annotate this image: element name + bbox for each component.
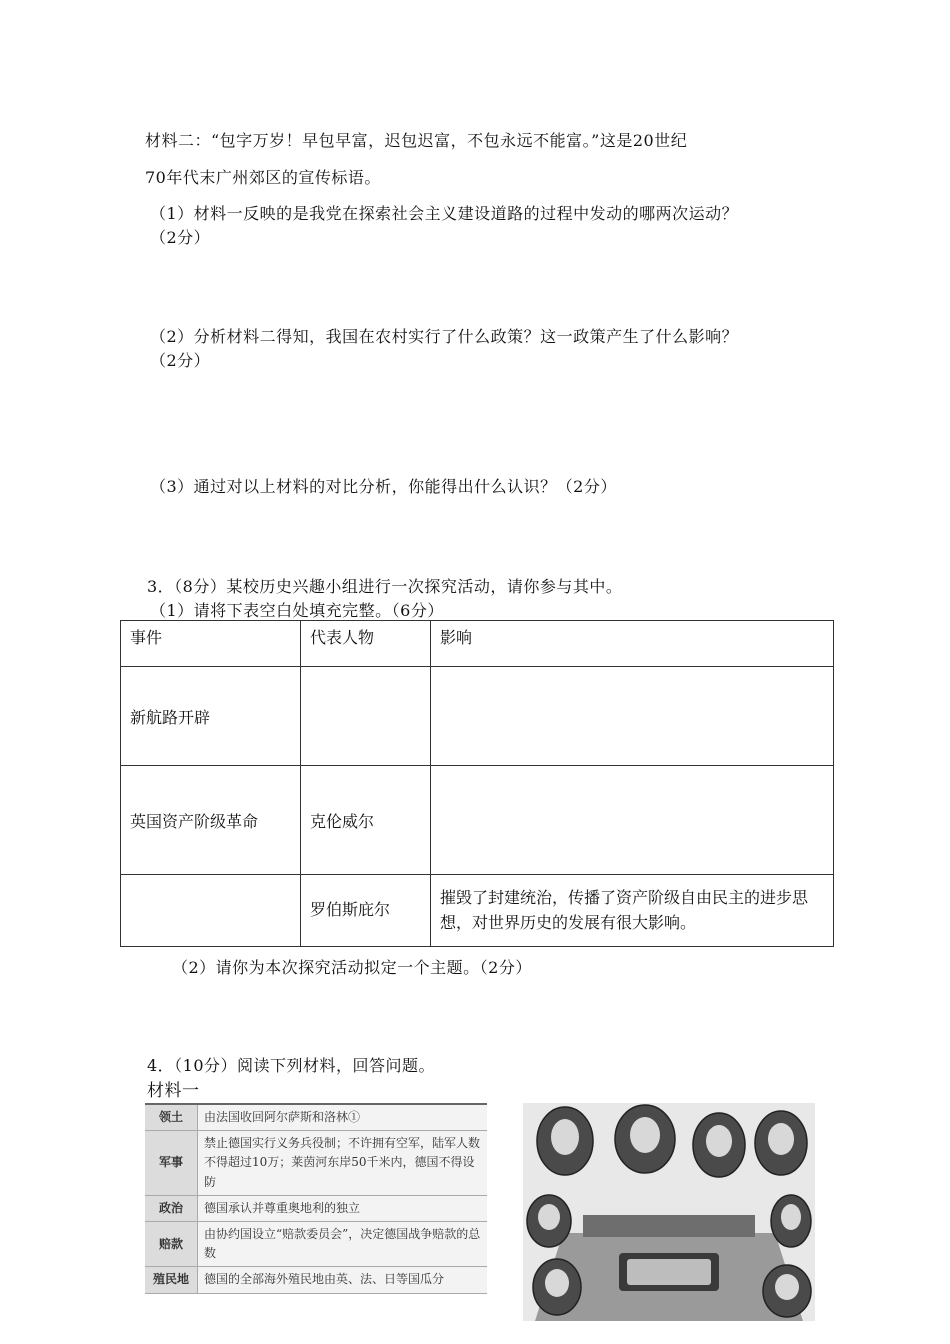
treaty-terms-table xyxy=(145,1103,487,1294)
treaty-value: 由协约国设立“赔款委员会”，决定德国战争赔款的总数 xyxy=(198,1221,488,1266)
table-row xyxy=(121,667,834,766)
question2-line1: （2）分析材料二得知，我国在农村实行了什么政策？这一政策产生了什么影响？ xyxy=(150,327,739,346)
cell-event: 新航路开辟 xyxy=(121,667,301,766)
material2-line1: 材料二：“包字万岁！早包早富，迟包迟富，不包永远不能富。”这是20世纪 xyxy=(145,131,688,150)
question3: （3）通过对以上材料的对比分析，你能得出什么认识？（2分） xyxy=(150,477,617,496)
treaty-key: 政治 xyxy=(145,1195,198,1221)
hall-wall xyxy=(583,1215,755,1237)
cell-person: 克伦威尔 xyxy=(301,766,431,875)
treaty-value: 由法国收回阿尔萨斯和洛林① xyxy=(198,1104,488,1131)
table-row xyxy=(121,875,834,947)
treaty-key: 领土 xyxy=(145,1104,198,1131)
paris-conference-photo xyxy=(523,1103,815,1321)
header-impact: 影响 xyxy=(431,621,834,667)
treaty-key: 殖民地 xyxy=(145,1267,198,1293)
question2-score: （2分） xyxy=(150,351,211,370)
question1-line1: （1）材料一反映的是我党在探索社会主义建设道路的过程中发动的哪两次运动？ xyxy=(150,204,739,223)
header-event: 事件 xyxy=(121,621,301,667)
treaty-key: 军事 xyxy=(145,1131,198,1196)
treaty-value: 德国承认并尊重奥地利的独立 xyxy=(198,1195,488,1221)
table-row xyxy=(121,766,834,875)
table-top xyxy=(627,1259,711,1285)
cell-person xyxy=(301,667,431,766)
section3-heading: 3．（8分）某校历史兴趣小组进行一次探究活动，请你参与其中。 xyxy=(147,577,623,596)
events-table xyxy=(120,620,834,947)
cell-person: 罗伯斯庇尔 xyxy=(301,875,431,947)
cell-impact: 摧毁了封建统治，传播了资产阶级自由民主的进步思想，对世界历史的发展有很大影响。 xyxy=(431,875,834,947)
treaty-row xyxy=(145,1131,487,1196)
section4-heading: 4．（10分）阅读下列材料，回答问题。 xyxy=(147,1056,436,1075)
treaty-value: 禁止德国实行义务兵役制；不许拥有空军，陆军人数不得超过10万；莱茵河东岸50千米内，德国不得设防 xyxy=(198,1131,488,1196)
question1-score: （2分） xyxy=(150,228,211,247)
cell-impact xyxy=(431,766,834,875)
cell-event: 英国资产阶级革命 xyxy=(121,766,301,875)
treaty-row xyxy=(145,1195,487,1221)
treaty-row xyxy=(145,1267,487,1293)
section3-sub1: （1）请将下表空白处填充完整。（6分） xyxy=(150,601,444,620)
treaty-row xyxy=(145,1104,487,1131)
material2-line2: 70年代末广州郊区的宣传标语。 xyxy=(145,168,381,187)
treaty-key: 赔款 xyxy=(145,1221,198,1266)
material1-label: 材料一 xyxy=(147,1081,200,1101)
cell-impact xyxy=(431,667,834,766)
cell-event xyxy=(121,875,301,947)
section3-sub2: （2）请你为本次探究活动拟定一个主题。（2分） xyxy=(172,958,532,977)
treaty-value: 德国的全部海外殖民地由英、法、日等国瓜分 xyxy=(198,1267,488,1293)
table-header-row xyxy=(121,621,834,667)
treaty-row xyxy=(145,1221,487,1266)
header-person: 代表人物 xyxy=(301,621,431,667)
